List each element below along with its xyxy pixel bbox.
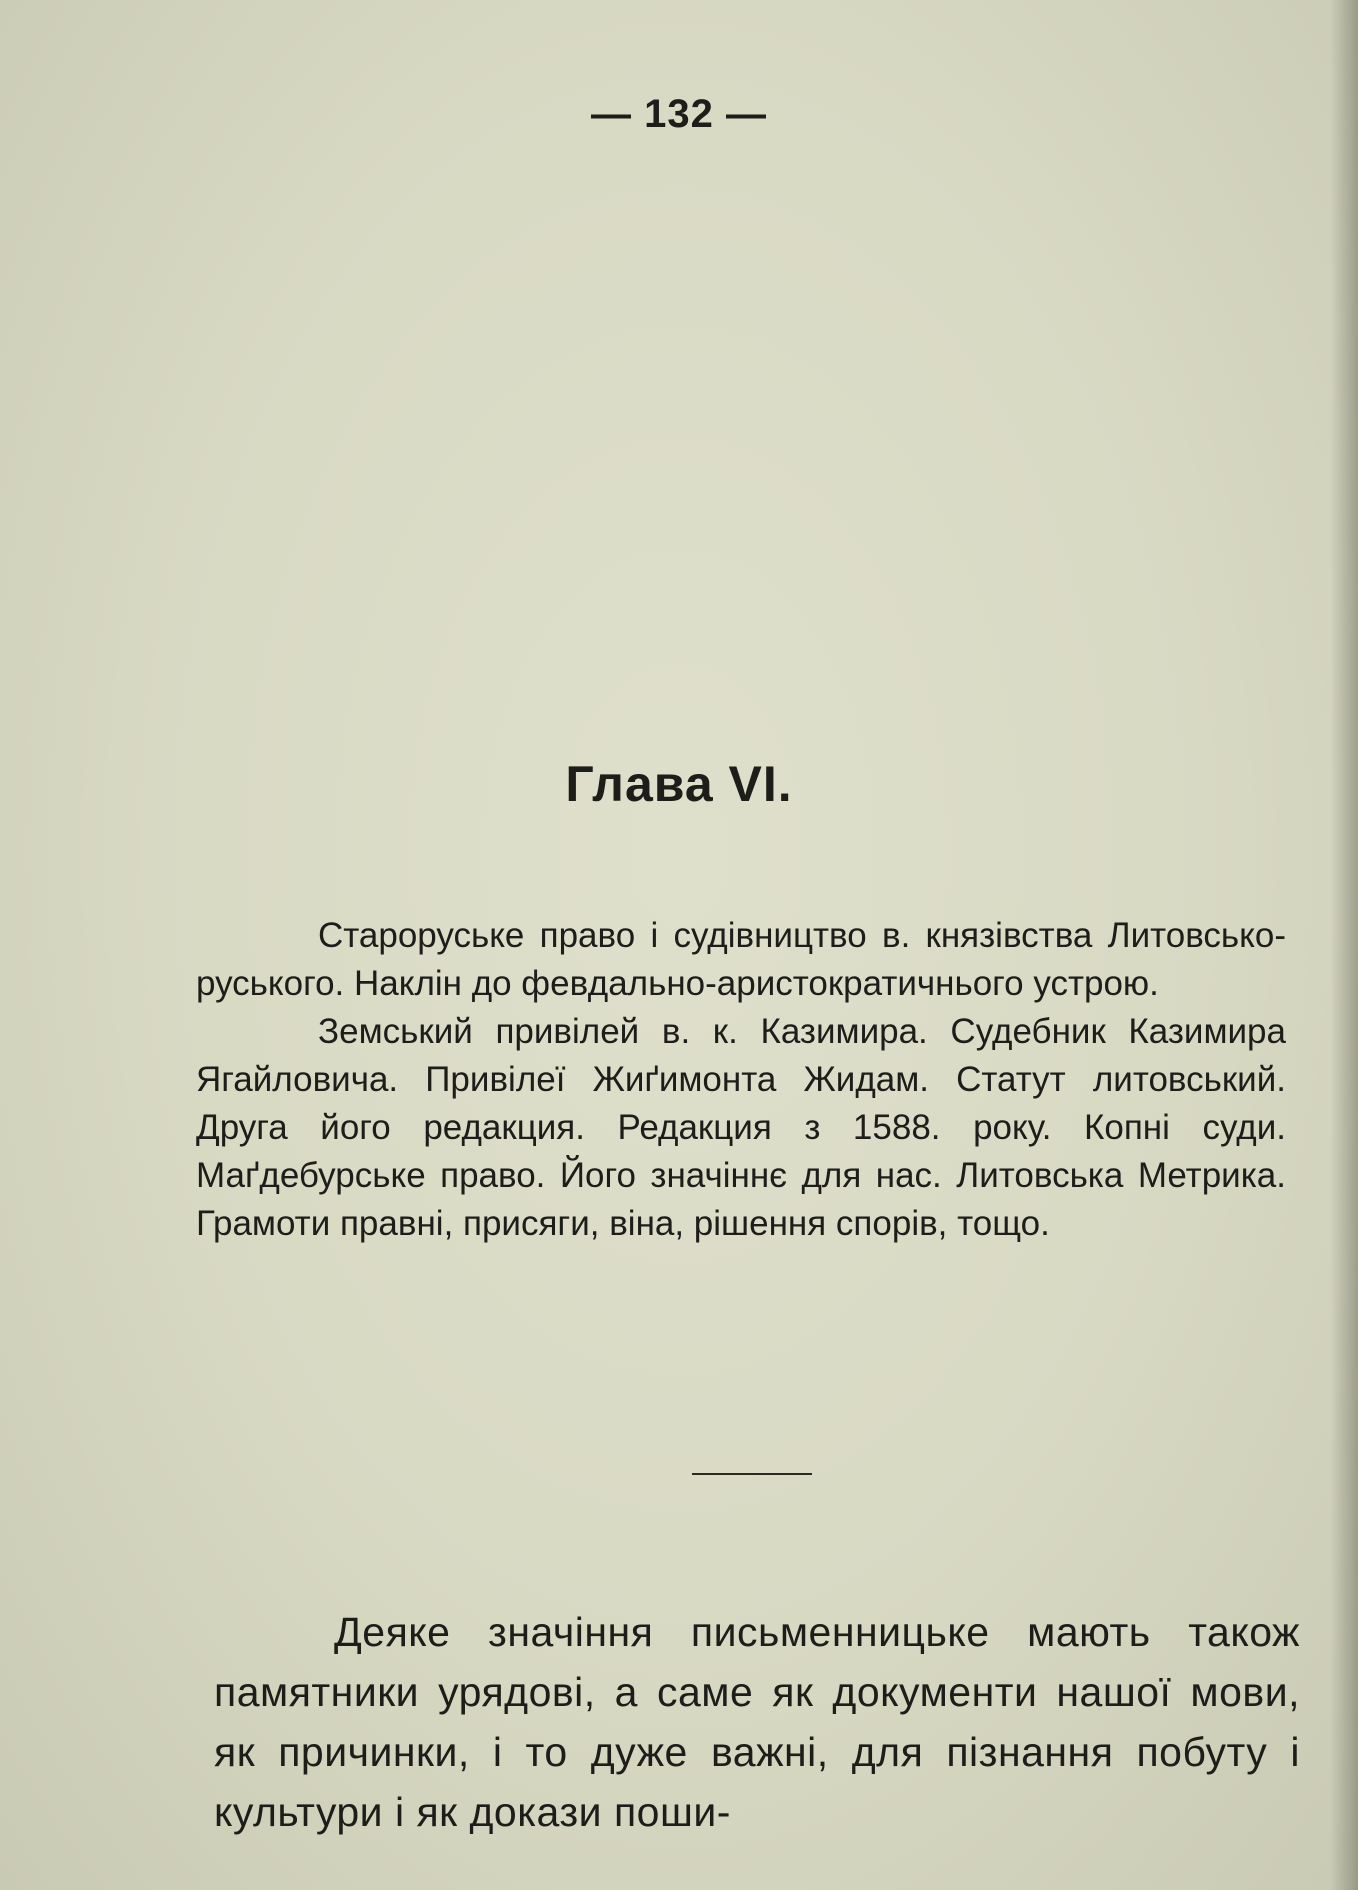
chapter-title: Глава VI. [565,756,793,812]
body-paragraph: Деяке значіння письменницьке мають також памятники урядові, а саме як документи нашої мови, як причинки, і то дуже важні, для пізнання побуту і культури і як докази поши- [214,1609,1300,1835]
body-text [214,1602,1300,1842]
summary-paragraph: Земський привілей в. к. Казимира. Судебник Казимира Ягайловича. Привілеї Жиґимонта Жидам. Статут литовський. Друга його редакция. Редакция з 1588. року. Копні суди. Маґдебурське право. Його значіннє для нас. Литовська Метрика. Грамоти правні, присяги, віна, рішення спорів, тощо. [196,1012,1286,1243]
page-number: — 132 — [591,92,767,136]
chapter-summary [196,912,1286,1248]
summary-paragraph: Староруське право і судівництво в. князівства Литовсько-руського. Наклін до февдально-аристократичнього устрою. [196,916,1286,1003]
section-divider [692,1473,812,1475]
